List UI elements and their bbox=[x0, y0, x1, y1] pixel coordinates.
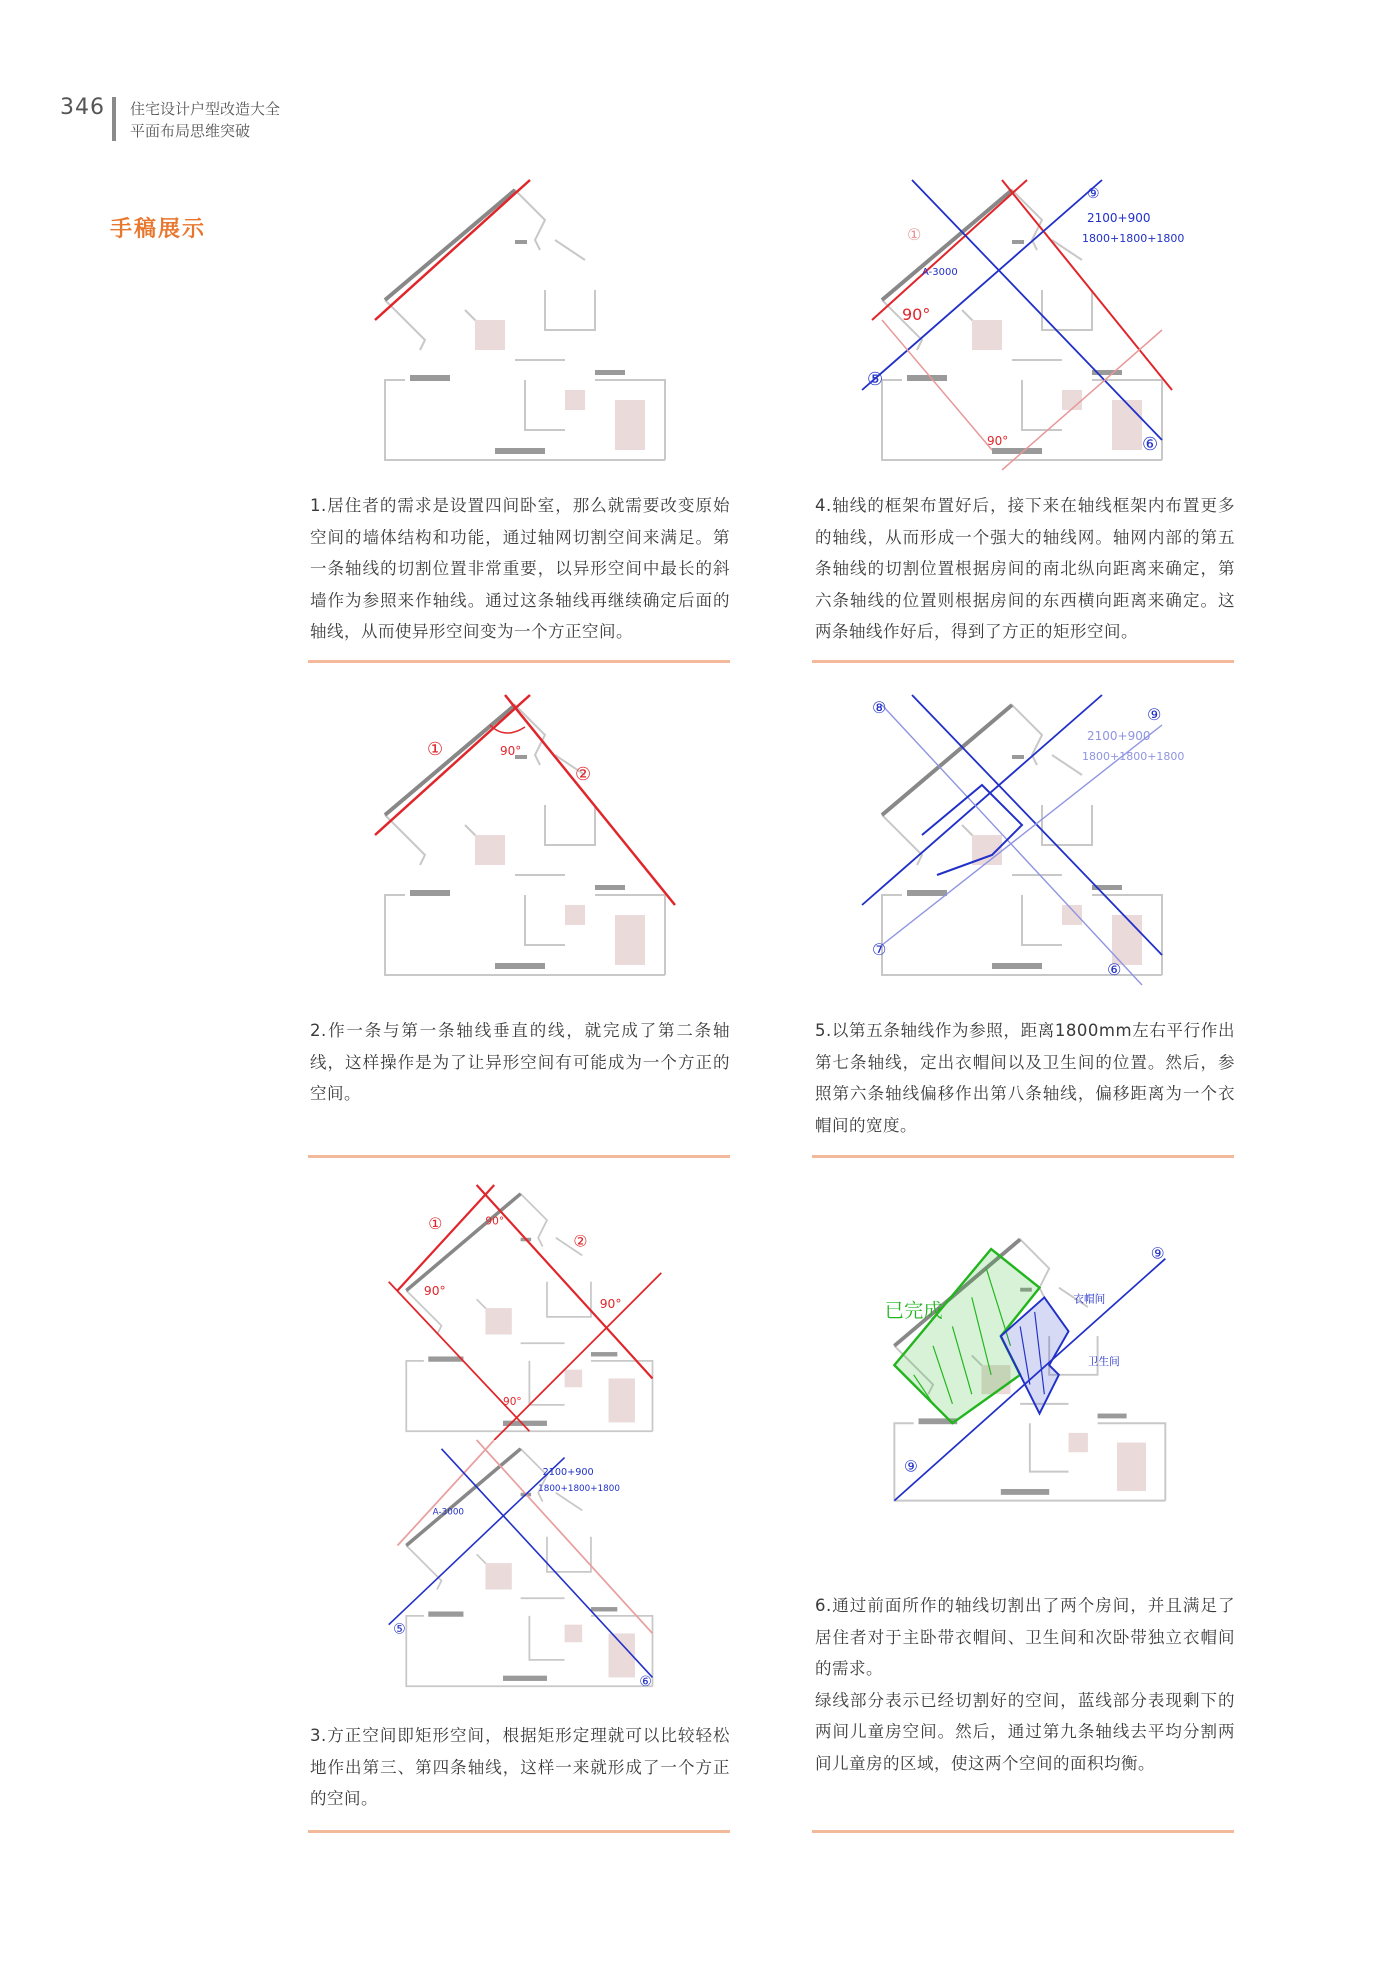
anno-step4-n6: ⑥ bbox=[1142, 434, 1159, 455]
anno-step3a-deg2: 90° bbox=[423, 1283, 446, 1298]
divider-step-2 bbox=[308, 1155, 730, 1158]
anno-step5-dima: 2100+900 bbox=[1087, 729, 1151, 743]
sketch-step-4 bbox=[862, 180, 1185, 470]
anno-step3b-dimb: 1800+1800+1800 bbox=[538, 1484, 620, 1494]
anno-step6-n9-bottom: ⑨ bbox=[904, 1457, 918, 1476]
anno-step3b-n5: ⑤ bbox=[393, 1621, 406, 1638]
book-title-line1: 住宅设计户型改造大全 bbox=[130, 100, 281, 118]
caption-step-2-text: 2.作一条与第一条轴线垂直的线，就完成了第二条轴线，这样操作是为了让异形空间有可能成为一个方正的空间。 bbox=[310, 1021, 730, 1103]
book-title bbox=[130, 98, 280, 142]
anno-step5-n6: ⑥ bbox=[1107, 960, 1122, 979]
caption-step-1 bbox=[310, 490, 730, 648]
sketch-step-3b bbox=[385, 1440, 665, 1695]
caption-step-6-p1: 6.通过前面所作的轴线切割出了两个房间，并且满足了居住者对于主卧带衣帽间、卫生间和次卧带独立衣帽间的需求。 bbox=[815, 1596, 1235, 1678]
anno-step4-dima: 2100+900 bbox=[1087, 211, 1151, 225]
anno-step4-n1: ① bbox=[907, 225, 922, 244]
anno-step5-n7: ⑦ bbox=[872, 940, 887, 959]
anno-step4-n5: ⑤ bbox=[867, 369, 884, 390]
section-title: 手稿展示 bbox=[110, 217, 207, 242]
anno-step2-n2: ② bbox=[575, 764, 592, 785]
page-number: 346 bbox=[60, 95, 105, 120]
caption-step-3 bbox=[310, 1720, 730, 1815]
book-title-line2: 平面布局思维突破 bbox=[130, 122, 251, 140]
anno-step3a-n1: ① bbox=[428, 1213, 443, 1233]
caption-step-4-text: 4.轴线的框架布置好后，接下来在轴线框架内布置更多的轴线，从而形成一个强大的轴线网。轴网内部的第五条轴线的切割位置根据房间的南北纵向距离来确定，第六条轴线的位置则根据房间的东西横向距离来确定。这两条轴线作好后，得到了方正的矩形空间。 bbox=[815, 496, 1235, 641]
caption-step-1-text: 1.居住者的需求是设置四间卧室，那么就需要改变原始空间的墙体结构和功能，通过轴网切割空间来满足。第一条轴线的切割位置非常重要，以异形空间中最长的斜墙作为参照来作轴线。通过这条轴线再继续确定后面的轴线，从而使异形空间变为一个方正空间。 bbox=[310, 496, 730, 641]
sketch-step-3a bbox=[385, 1185, 665, 1440]
caption-step-6 bbox=[815, 1590, 1235, 1779]
anno-step3b-dimc: A-3000 bbox=[432, 1507, 465, 1518]
divider-step-6 bbox=[812, 1830, 1234, 1833]
anno-step4-deg: 90° bbox=[902, 305, 931, 324]
sketch-step-1 bbox=[365, 180, 675, 470]
anno-step3a-deg3: 90° bbox=[599, 1297, 622, 1312]
anno-step3a-deg1: 90° bbox=[485, 1215, 505, 1228]
caption-step-5 bbox=[815, 1015, 1235, 1141]
divider-step-4 bbox=[812, 660, 1234, 663]
divider-step-5 bbox=[812, 1155, 1234, 1158]
anno-step6-blue2: 卫生间 bbox=[1087, 1355, 1120, 1369]
divider-step-1 bbox=[308, 660, 730, 663]
sketch-step-6 bbox=[875, 1225, 1175, 1515]
anno-step3b-dima: 2100+900 bbox=[542, 1467, 594, 1479]
caption-step-6-p2: 绿线部分表示已经切割好的空间，蓝线部分表现剩下的两间儿童房空间。然后，通过第九条轴线去平均分割两间儿童房的区域，使这两个空间的面积均衡。 bbox=[815, 1690, 1235, 1773]
caption-step-5-text: 5.以第五条轴线作为参照，距离1800mm左右平行作出第七条轴线，定出衣帽间以及卫生间的位置。然后，参照第六条轴线偏移作出第八条轴线，偏移距离为一个衣帽间的宽度。 bbox=[815, 1021, 1235, 1135]
anno-step4-dimc: A-3000 bbox=[922, 267, 958, 278]
anno-step6-green: 已完成 bbox=[884, 1298, 943, 1322]
header-divider bbox=[112, 97, 116, 141]
anno-step4-deg2: 90° bbox=[987, 434, 1009, 448]
anno-step5-n9: ⑨ bbox=[1147, 705, 1162, 724]
divider-step-3 bbox=[308, 1830, 730, 1833]
anno-step6-blue1: 衣帽间 bbox=[1073, 1292, 1106, 1306]
anno-step4-n9: ⑨ bbox=[1087, 186, 1100, 202]
anno-step4-dimb: 1800+1800+1800 bbox=[1082, 232, 1185, 245]
anno-step5-n8: ⑧ bbox=[872, 698, 887, 717]
anno-step3a-deg4: 90° bbox=[503, 1395, 522, 1408]
caption-step-2 bbox=[310, 1015, 730, 1110]
anno-step6-n9-top: ⑨ bbox=[1150, 1244, 1165, 1263]
anno-step3a-n2: ② bbox=[573, 1231, 588, 1251]
caption-step-4 bbox=[815, 490, 1235, 648]
sketch-step-5 bbox=[862, 695, 1185, 985]
caption-step-3-text: 3.方正空间即矩形空间，根据矩形定理就可以比较轻松地作出第三、第四条轴线，这样一来就形成了一个方正的空间。 bbox=[310, 1726, 730, 1808]
anno-step2-deg: 90° bbox=[500, 744, 522, 758]
anno-step3b-n6: ⑥ bbox=[639, 1674, 652, 1691]
anno-step2-n1: ① bbox=[427, 739, 444, 760]
sketch-step-2 bbox=[365, 695, 675, 985]
anno-step5-dimb: 1800+1800+1800 bbox=[1082, 750, 1185, 763]
